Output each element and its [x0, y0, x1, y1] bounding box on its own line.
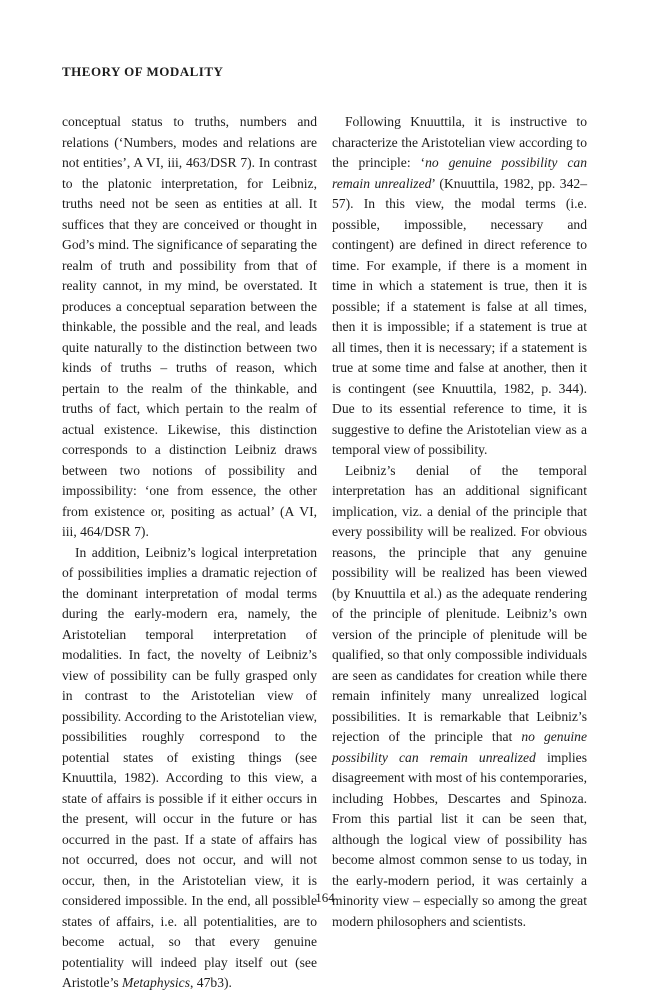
- paragraph-text: implies disagreement with most of his contemporaries, including Hobbes, Descartes and Spinoza. From this partial list it can be seen that, although the logical view of possibility has become almost common sense to us today, in the early-modern period, it was certainly a minority view – especially so among the great modern philosophers and scientists.: [332, 749, 587, 929]
- paragraph-text: Leibniz’s denial of the temporal interpretation has an additional significant implication, viz. a denial of the principle that every possibility will be realized. For obvious reasons, the principle that any genuine possibility will be realized has been viewed (by Knuuttila et al.) as the adequate rendering of the principle of plenitude. Leibniz’s own version of the principle of plenitude will be qualified, so that only compossible individuals are seen as candidates for creation while there remain infinitely many unrealized logical possibilities. It is remarkable that Leibniz’s rejection of the principle that: [332, 462, 587, 744]
- running-head: THEORY OF MODALITY: [62, 64, 224, 79]
- paragraph-knuuttila: [332, 112, 587, 461]
- paragraph-text: ’ (Knuuttila, 1982, pp. 342–57). In this view, the modal terms (i.e. possible, impossible, necessary and contingent) are defined in direct reference to time. For example, if there is a moment in time in which a statement is true, then it is possible; if a statement is false at all times, then it is impossible; if a statement is true at all times, then it is necessary; if a statement is true at some time and false at another, then it is contingent (see Knuuttila, 1982, p. 344). Due to its essential reference to time, it is suggestive to define the Aristotelian view as a temporal view of possibility.: [332, 175, 587, 457]
- paragraph-text: Following Knuuttila, it is instructive to characterize the Aristotelian view according to the principle: ‘: [332, 114, 587, 170]
- italic-principle: no genuine possibility can remain unrealized: [332, 729, 587, 765]
- italic-principle: no genuine possibility can remain unrealized: [332, 155, 587, 191]
- paragraph-text: conceptual status to truths, numbers and relations (‘Numbers, modes and relations are not entities’, A VI, iii, 463/DSR 7). In contrast to the platonic interpretation, for Leibniz, truths need not be seen as entities at all. It suffices that they are conceived or thought in God’s mind. The significance of separating the realm of truth and possibility from that of reality cannot, in my mind, be overstated. It produces a conceptual separation between the thinkable, the possible and the real, and leads quite naturally to the distinction between two kinds of truths – truths of reason, which pertain to the realm of the thinkable, and truths of fact, which pertain to the realm of actual existence. Likewise, this distinction corresponds to a distinction Leibniz draws between two notions of possibility and impossibility: ‘one from essence, the other from existence or, positing as actual’ (A VI, iii, 464/DSR 7).: [62, 114, 317, 539]
- left-column: [62, 112, 317, 994]
- paragraph-continued: [62, 112, 317, 543]
- page-number: 164: [315, 890, 335, 905]
- paragraph-text: , 47b3).: [190, 975, 232, 990]
- paragraph-leibniz-denial: [332, 461, 587, 933]
- paragraph-text: In addition, Leibniz’s logical interpretation of possibilities implies a dramatic rejection of the dominant interpretation of modal terms during the early-modern era, namely, the Aristotelian temporal interpretation of modalities. In fact, the novelty of Leibniz’s view of possibility can be fully grasped only in contrast to the Aristotelian view of possibility. According to the Aristotelian view, possibilities roughly correspond to the potential states of existing things (see Knuuttila, 1982). According to this view, a state of affairs is possible if it either occurs in the present, will occur in the future or has occurred in the past. If a state of affairs has not occurred, does not occur, and will not occur, then, in the Aristotelian view, it is considered impossible. In the end, all possible states of affairs, i.e. all potentialities, are to become actual, so that every genuine potentiality will indeed play itself out (see Aristotle’s: [62, 544, 317, 990]
- italic-title: Metaphysics: [122, 975, 190, 990]
- paragraph-aristotelian-rejection: [62, 543, 317, 994]
- right-column: [332, 112, 587, 932]
